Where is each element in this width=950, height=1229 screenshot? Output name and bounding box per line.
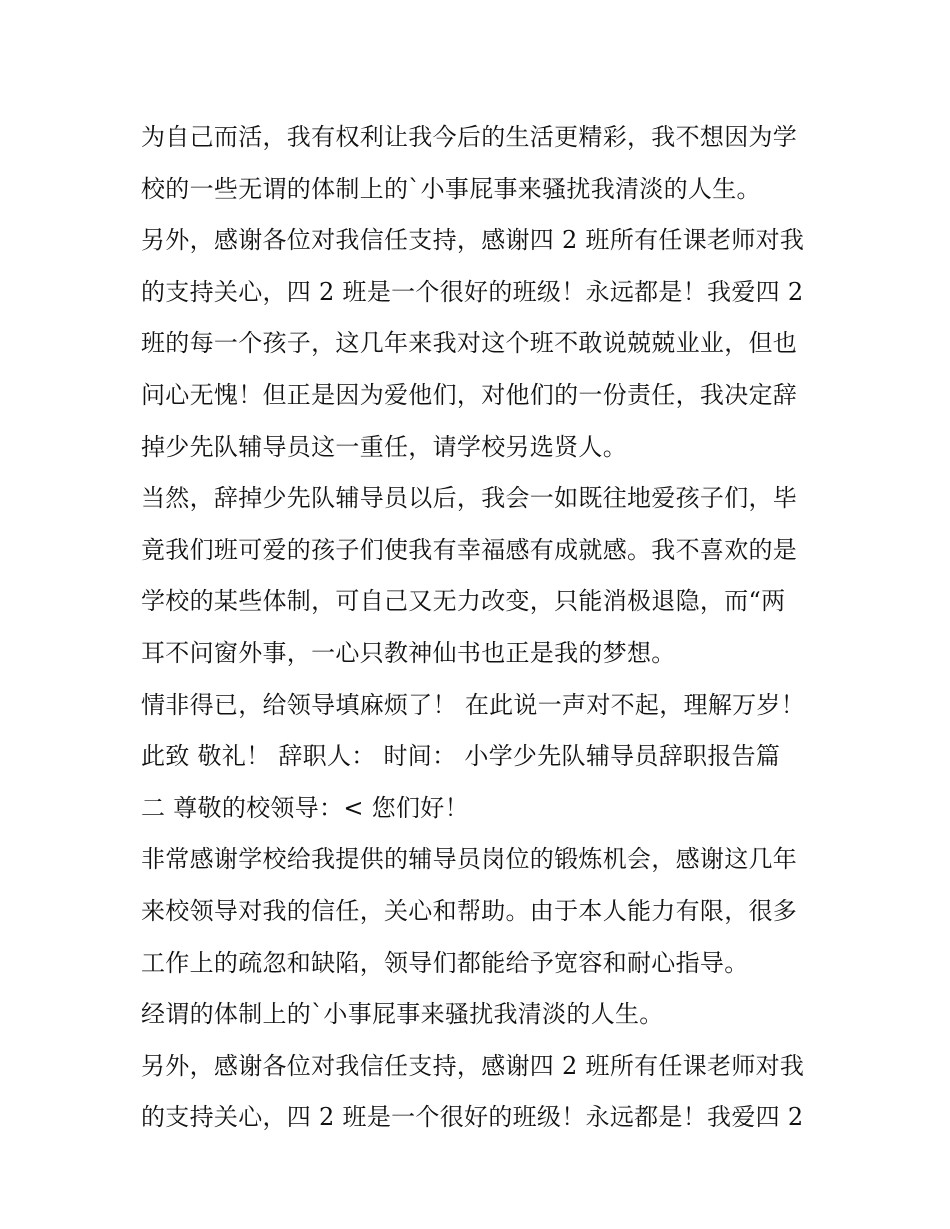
text-line: 学校的某些体制，可自己又无力改变，只能消极退隐，而“两 (141, 587, 786, 616)
text-line: 此致 敬礼！ 辞职人： 时间： 小学少先队辅导员辞职报告篇 (141, 742, 781, 771)
text-line: 经谓的体制上的`小事屁事来骚扰我清淡的人生。 (141, 1000, 664, 1029)
text-line: 掉少先队辅导员这一重任，请学校另选贤人。 (141, 432, 627, 461)
text-line: 的支持关心，四 2 班是一个很好的班级！永远都是！我爱四 2 (141, 277, 804, 306)
text-line: 的支持关心，四 2 班是一个很好的班级！永远都是！我爱四 2 (141, 1103, 804, 1132)
text-line: 耳不问窗外事，一心只教神仙书也正是我的梦想。 (141, 638, 676, 667)
text-line: 问心无愧！但正是因为爱他们，对他们的一份责任，我决定辞 (141, 380, 798, 409)
text-line: 竟我们班可爱的孩子们使我有幸福感有成就感。我不喜欢的是 (141, 535, 798, 564)
text-line: 当然，辞掉少先队辅导员以后，我会一如既往地爱孩子们，毕 (141, 484, 798, 513)
document-body (141, 112, 821, 1144)
text-line: 校的一些无谓的体制上的`小事屁事来骚扰我清淡的人生。 (141, 174, 761, 203)
text-line: 二 尊敬的校领导：< 您们好！ (141, 793, 469, 822)
text-line: 工作上的疏忽和缺陷，领导们都能给予宽容和耐心指导。 (141, 948, 749, 977)
text-line: 为自己而活，我有权利让我今后的生活更精彩，我不想因为学 (141, 123, 798, 151)
text-line: 另外，感谢各位对我信任支持，感谢四 2 班所有任课老师对我 (141, 226, 805, 255)
text-line: 情非得已，给领导填麻烦了！ 在此说一声对不起，理解万岁！ (141, 690, 806, 719)
text-line: 另外，感谢各位对我信任支持，感谢四 2 班所有任课老师对我 (141, 1051, 805, 1080)
text-line: 来校领导对我的信任，关心和帮助。由于本人能力有限，很多 (141, 896, 798, 925)
text-line: 非常感谢学校给我提供的辅导员岗位的锻炼机会，感谢这几年 (141, 845, 798, 874)
text-line: 班的每一个孩子，这几年来我对这个班不敢说兢兢业业，但也 (141, 329, 798, 358)
